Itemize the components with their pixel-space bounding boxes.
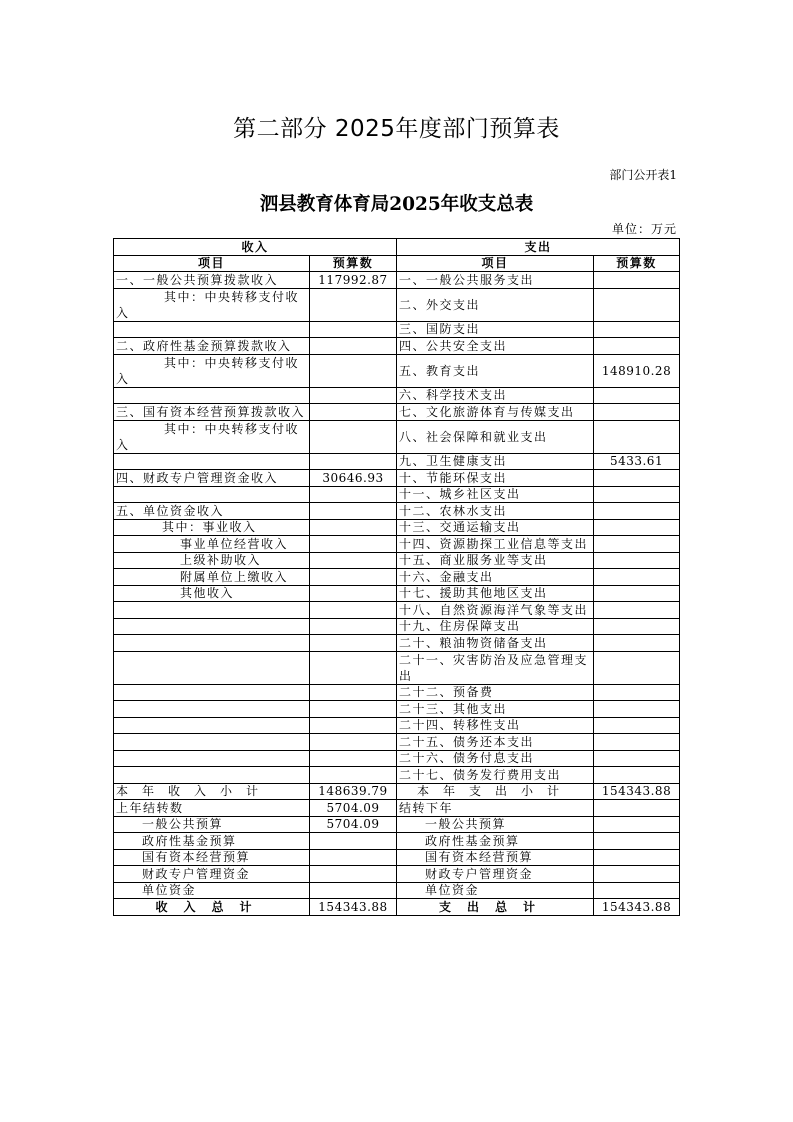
income-carry-value: [310, 866, 397, 883]
expenditure-item: 二十五、债务还本支出: [397, 734, 594, 751]
income-item: [114, 651, 310, 684]
expenditure-value: 148910.28: [594, 354, 680, 387]
expenditure-value: [594, 288, 680, 321]
income-carry-item: 政府性基金预算: [114, 833, 310, 850]
expenditure-item: 九、卫生健康支出: [397, 453, 594, 470]
income-value: [310, 717, 397, 734]
income-item: 二、政府性基金预算拨款收入: [114, 338, 310, 355]
expenditure-item: 十九、住房保障支出: [397, 618, 594, 635]
table-row: [114, 569, 680, 586]
income-carry-item: 上年结转数: [114, 800, 310, 817]
expenditure-value: [594, 767, 680, 784]
carry-row: [114, 866, 680, 883]
expenditure-carry-item: 财政专户管理资金: [397, 866, 594, 883]
expenditure-value: [594, 602, 680, 619]
income-item: 其他收入: [114, 585, 310, 602]
income-value: [310, 387, 397, 404]
expenditure-item: 二十六、债务付息支出: [397, 750, 594, 767]
expenditure-value: [594, 338, 680, 355]
table-row: [114, 470, 680, 487]
expenditure-item: 一、一般公共服务支出: [397, 272, 594, 289]
expenditure-value: [594, 717, 680, 734]
expenditure-item: 三、国防支出: [397, 321, 594, 338]
income-item: 四、财政专户管理资金收入: [114, 470, 310, 487]
income-item: 其中：中央转移支付收入: [114, 288, 310, 321]
table-row: [114, 288, 680, 321]
income-value: [310, 618, 397, 635]
income-value: [310, 651, 397, 684]
expenditure-item: 二十、粮油物资储备支出: [397, 635, 594, 652]
income-item: [114, 701, 310, 718]
income-item: 事业单位经营收入: [114, 536, 310, 553]
income-value: 30646.93: [310, 470, 397, 487]
expenditure-value: [594, 585, 680, 602]
income-item: 上级补助收入: [114, 552, 310, 569]
expenditure-value: [594, 701, 680, 718]
table-row: [114, 486, 680, 503]
expenditure-item: 八、社会保障和就业支出: [397, 420, 594, 453]
expenditure-value: [594, 470, 680, 487]
table-row: [114, 338, 680, 355]
expenditure-value: [594, 618, 680, 635]
income-item: 其中：事业收入: [114, 519, 310, 536]
carry-row: [114, 882, 680, 899]
income-value: [310, 635, 397, 652]
income-subtotal-value: 148639.79: [310, 783, 397, 800]
table-row: [114, 767, 680, 784]
carry-row: [114, 800, 680, 817]
section-header-row: [114, 239, 680, 256]
income-item: [114, 602, 310, 619]
form-id: 部门公开表1: [609, 168, 677, 182]
expenditure-value: [594, 404, 680, 421]
expenditure-carry-value: [594, 833, 680, 850]
income-carry-item: 一般公共预算: [114, 816, 310, 833]
table-row: [114, 618, 680, 635]
income-carry-value: [310, 849, 397, 866]
income-carry-value: 5704.09: [310, 816, 397, 833]
income-value: [310, 288, 397, 321]
table-row: [114, 701, 680, 718]
income-value: [310, 519, 397, 536]
income-item: [114, 767, 310, 784]
total-row: [114, 899, 680, 916]
income-carry-value: 5704.09: [310, 800, 397, 817]
table-row: [114, 651, 680, 684]
income-value: [310, 503, 397, 520]
expenditure-value: [594, 684, 680, 701]
expenditure-item: 五、教育支出: [397, 354, 594, 387]
income-value: [310, 602, 397, 619]
unit-label: 单位：万元: [611, 222, 677, 236]
income-value: [310, 404, 397, 421]
expenditure-value: [594, 552, 680, 569]
table-row: [114, 354, 680, 387]
table-row: [114, 453, 680, 470]
income-item: [114, 618, 310, 635]
expenditure-item: 六、科学技术支出: [397, 387, 594, 404]
table-row: [114, 536, 680, 553]
expenditure-carry-value: [594, 882, 680, 899]
expenditure-item-header: 项目: [397, 255, 594, 272]
expenditure-carry-value: [594, 849, 680, 866]
expenditure-carry-value: [594, 800, 680, 817]
expenditure-item: 十五、商业服务业等支出: [397, 552, 594, 569]
income-value: [310, 552, 397, 569]
expenditure-item: 二十一、灾害防治及应急管理支出: [397, 651, 594, 684]
income-total-value: 154343.88: [310, 899, 397, 916]
expenditure-item: 十一、城乡社区支出: [397, 486, 594, 503]
expenditure-carry-item: 单位资金: [397, 882, 594, 899]
expenditure-item: 十、节能环保支出: [397, 470, 594, 487]
expenditure-value: [594, 503, 680, 520]
table-row: [114, 321, 680, 338]
expenditure-value: [594, 321, 680, 338]
income-carry-value: [310, 882, 397, 899]
expenditure-value: [594, 536, 680, 553]
table-row: [114, 420, 680, 453]
income-item: [114, 750, 310, 767]
expenditure-value: 5433.61: [594, 453, 680, 470]
table-row: [114, 684, 680, 701]
income-item: 其中：中央转移支付收入: [114, 420, 310, 453]
income-value: [310, 338, 397, 355]
income-item: [114, 684, 310, 701]
income-item: [114, 387, 310, 404]
table-row: [114, 635, 680, 652]
expenditure-item: 七、文化旅游体育与传媒支出: [397, 404, 594, 421]
income-item: [114, 486, 310, 503]
expenditure-value: [594, 734, 680, 751]
expenditure-item: 十二、农林水支出: [397, 503, 594, 520]
income-item: 五、单位资金收入: [114, 503, 310, 520]
table-title: 泗县教育体育局2025年收支总表: [259, 194, 534, 215]
table-row: [114, 503, 680, 520]
table-row: [114, 734, 680, 751]
income-budget-header: 预算数: [310, 255, 397, 272]
expenditure-value: [594, 486, 680, 503]
expenditure-carry-value: [594, 866, 680, 883]
carry-row: [114, 849, 680, 866]
income-subtotal-label: 本年收入小计: [114, 783, 310, 800]
budget-summary-table: [113, 238, 680, 916]
expenditure-item: 二十二、预备费: [397, 684, 594, 701]
carry-row: [114, 833, 680, 850]
expenditure-value: [594, 569, 680, 586]
income-carry-item: 单位资金: [114, 882, 310, 899]
income-item: [114, 717, 310, 734]
table-row: [114, 602, 680, 619]
income-value: [310, 420, 397, 453]
table-row: [114, 717, 680, 734]
income-value: [310, 453, 397, 470]
expenditure-item: 十八、自然资源海洋气象等支出: [397, 602, 594, 619]
expenditure-item: 二十四、转移性支出: [397, 717, 594, 734]
income-carry-value: [310, 833, 397, 850]
expenditure-item: 十三、交通运输支出: [397, 519, 594, 536]
table-row: [114, 519, 680, 536]
expenditure-item: 十六、金融支出: [397, 569, 594, 586]
expenditure-value: [594, 635, 680, 652]
income-item: [114, 321, 310, 338]
expenditure-item: 二、外交支出: [397, 288, 594, 321]
expenditure-value: [594, 420, 680, 453]
income-value: [310, 767, 397, 784]
income-section-header: 收入: [114, 239, 397, 256]
income-item-header: 项目: [114, 255, 310, 272]
table-row: [114, 750, 680, 767]
expenditure-section-header: 支出: [397, 239, 680, 256]
income-value: [310, 585, 397, 602]
expenditure-carry-item: 一般公共预算: [397, 816, 594, 833]
expenditure-item: 二十七、债务发行费用支出: [397, 767, 594, 784]
expenditure-item: 四、公共安全支出: [397, 338, 594, 355]
subtotal-row: [114, 783, 680, 800]
income-value: 117992.87: [310, 272, 397, 289]
income-item: 其中：中央转移支付收入: [114, 354, 310, 387]
income-item: [114, 635, 310, 652]
table-row: [114, 272, 680, 289]
table-row: [114, 552, 680, 569]
income-value: [310, 750, 397, 767]
income-value: [310, 734, 397, 751]
table-row: [114, 404, 680, 421]
column-header-row: [114, 255, 680, 272]
income-item: 附属单位上缴收入: [114, 569, 310, 586]
expenditure-value: [594, 519, 680, 536]
table-row: [114, 387, 680, 404]
expenditure-carry-item: 国有资本经营预算: [397, 849, 594, 866]
income-value: [310, 486, 397, 503]
expenditure-carry-item: 政府性基金预算: [397, 833, 594, 850]
income-value: [310, 536, 397, 553]
income-item: 一、一般公共预算拨款收入: [114, 272, 310, 289]
expenditure-item: 二十三、其他支出: [397, 701, 594, 718]
expenditure-value: [594, 750, 680, 767]
expenditure-budget-header: 预算数: [594, 255, 680, 272]
income-value: [310, 684, 397, 701]
expenditure-carry-item: 结转下年: [397, 800, 594, 817]
income-value: [310, 354, 397, 387]
expenditure-subtotal-label: 本年支出小计: [397, 783, 594, 800]
income-total-label: 收入总计: [114, 899, 310, 916]
carry-row: [114, 816, 680, 833]
expenditure-item: 十七、援助其他地区支出: [397, 585, 594, 602]
income-item: [114, 453, 310, 470]
expenditure-value: [594, 387, 680, 404]
income-item: 三、国有资本经营预算拨款收入: [114, 404, 310, 421]
income-value: [310, 321, 397, 338]
income-value: [310, 701, 397, 718]
income-carry-item: 国有资本经营预算: [114, 849, 310, 866]
expenditure-total-value: 154343.88: [594, 899, 680, 916]
table-row: [114, 585, 680, 602]
expenditure-subtotal-value: 154343.88: [594, 783, 680, 800]
expenditure-carry-value: [594, 816, 680, 833]
expenditure-total-label: 支出总计: [397, 899, 594, 916]
expenditure-item: 十四、资源勘探工业信息等支出: [397, 536, 594, 553]
income-item: [114, 734, 310, 751]
income-value: [310, 569, 397, 586]
expenditure-value: [594, 651, 680, 684]
expenditure-value: [594, 272, 680, 289]
page-heading: 第二部分 2025年度部门预算表: [233, 116, 560, 142]
income-carry-item: 财政专户管理资金: [114, 866, 310, 883]
